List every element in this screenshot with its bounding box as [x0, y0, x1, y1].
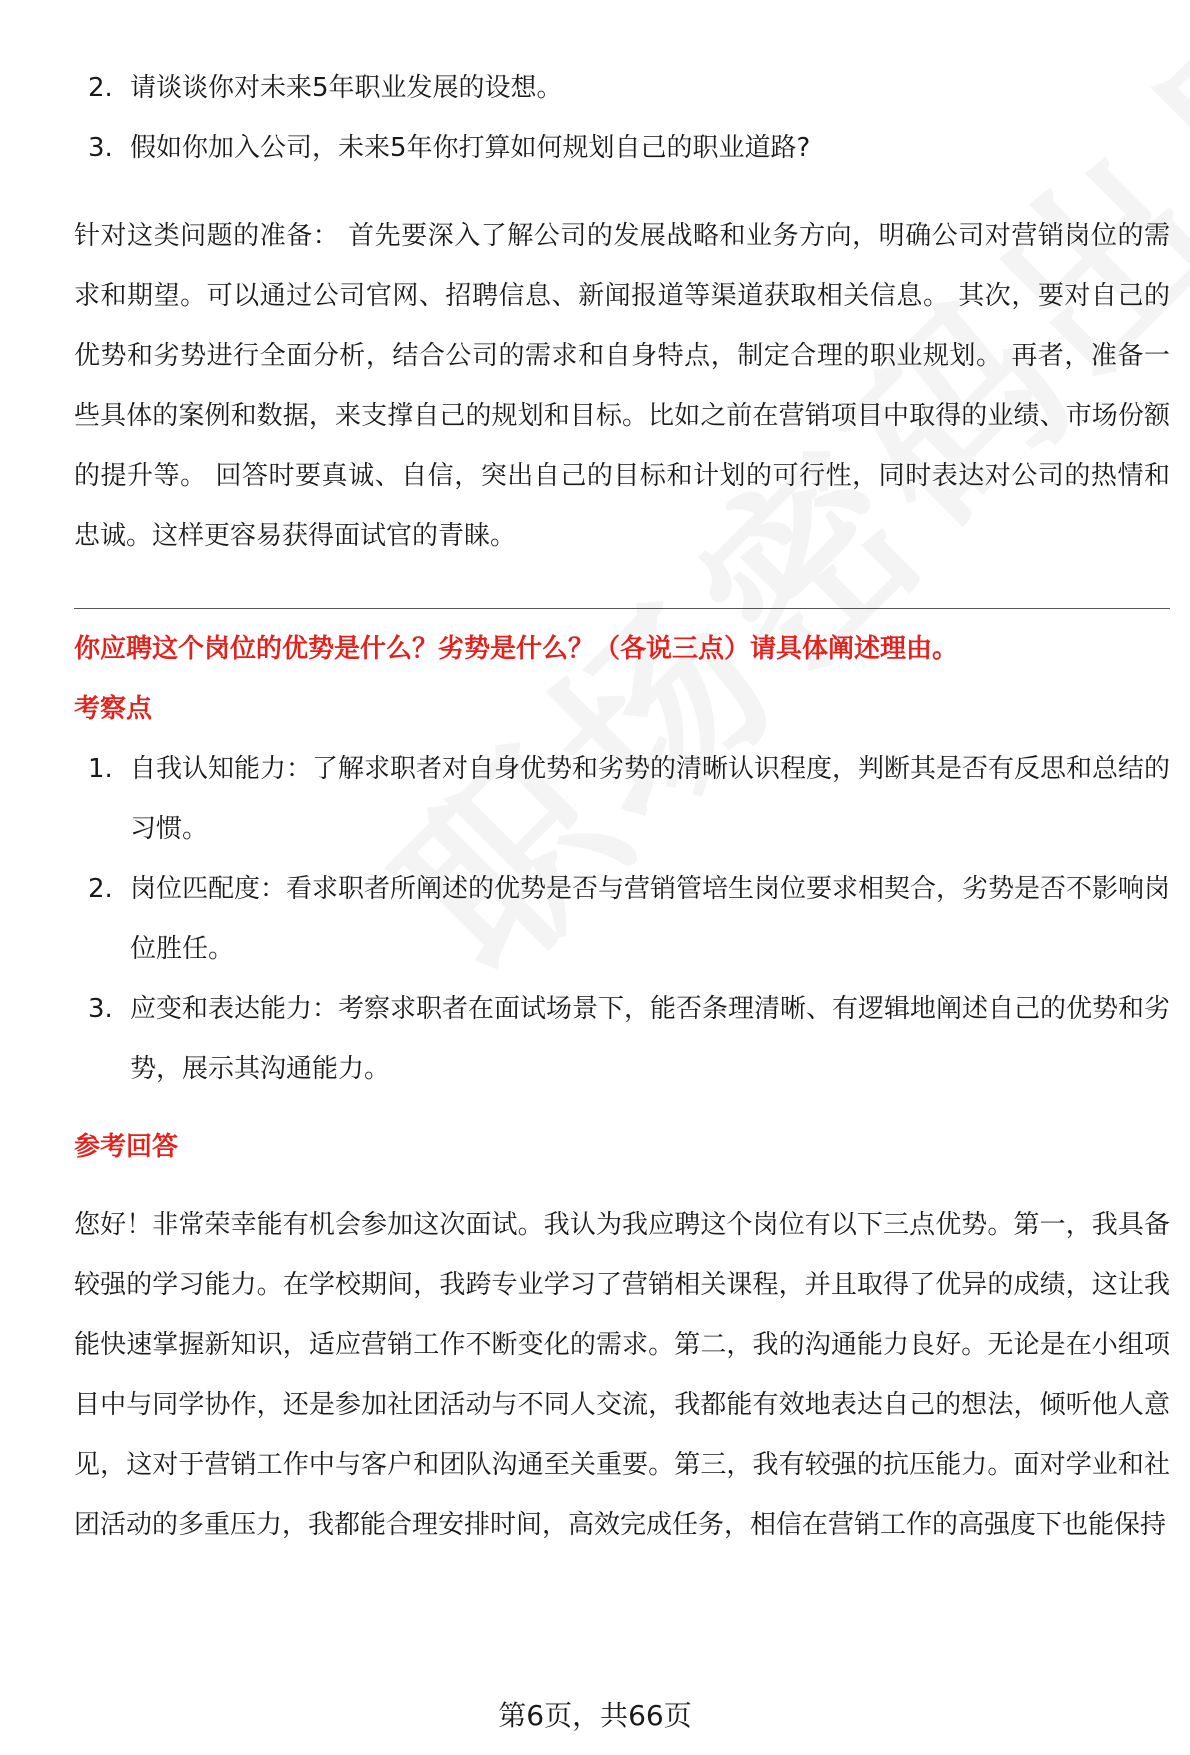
- list-item: [74, 118, 1170, 178]
- page-footer: 第6页，共66页: [498, 1699, 692, 1732]
- assessment-points-list: [74, 739, 1170, 1099]
- list-text: 请谈谈你对未来5年职业发展的设想。: [130, 73, 563, 103]
- list-text: 岗位匹配度：看求职者所阐述的优势是否与营销管培生岗位要求相契合，劣势是否不影响岗位胜任。: [130, 874, 1171, 964]
- list-text: 自我认知能力：了解求职者对自身优势和劣势的清晰认识程度，判断其是否有反思和总结的习惯。: [130, 754, 1171, 844]
- list-item: [74, 58, 1170, 118]
- list-text: 应变和表达能力：考察求职者在面试场景下，能否条理清晰、有逻辑地阐述自己的优势和劣势，展示其沟通能力。: [130, 994, 1171, 1084]
- list-number: 2.: [88, 73, 113, 103]
- preparation-paragraph: 针对这类问题的准备： 首先要深入了解公司的发展战略和业务方向，明确公司对营销岗位的需求和期望。可以通过公司官网、招聘信息、新闻报道等渠道获取相关信息。 其次，要对自己的优势和劣势进行全面分析，结合公司的需求和自身特点，制定合理的职业规划。 再者，准备一些具体的案例和数据，来支撑自己的规划和目标。比如之前在营销项目中取得的业绩、市场份额的提升等。 回答时要真诚、自信，突出自己的目标和计划的可行性，同时表达对公司的热情和忠诚。这样更容易获得面试官的青睐。: [74, 221, 1170, 551]
- list-number: 2.: [88, 874, 113, 904]
- list-item: [74, 979, 1170, 1099]
- document-page: [74, 58, 1170, 1555]
- list-item: [74, 739, 1170, 859]
- list-number: 3.: [88, 994, 113, 1024]
- list-number: 3.: [88, 133, 113, 163]
- section-divider: [74, 608, 1170, 609]
- question-list: [74, 58, 1170, 178]
- points-heading: 考察点: [74, 694, 153, 724]
- answer-paragraph: 您好！非常荣幸能有机会参加这次面试。我认为我应聘这个岗位有以下三点优势。第一，我具备较强的学习能力。在学校期间，我跨专业学习了营销相关课程，并且取得了优异的成绩，这让我能快速掌握新知识，适应营销工作不断变化的需求。第二，我的沟通能力良好。无论是在小组项目中与同学协作，还是参加社团活动与不同人交流，我都能有效地表达自己的想法，倾听他人意见，这对于营销工作中与客户和团队沟通至关重要。第三，我有较强的抗压能力。面对学业和社团活动的多重压力，我都能合理安排时间，高效完成任务，相信在营销工作的高强度下也能保持: [74, 1210, 1170, 1540]
- list-item: [74, 859, 1170, 979]
- question-heading: 你应聘这个岗位的优势是什么？劣势是什么？（各说三点）请具体阐述理由。: [74, 634, 959, 664]
- list-text: 假如你加入公司，未来5年你打算如何规划自己的职业道路?: [130, 133, 811, 163]
- answer-heading: 参考回答: [74, 1132, 179, 1162]
- list-number: 1.: [88, 754, 113, 784]
